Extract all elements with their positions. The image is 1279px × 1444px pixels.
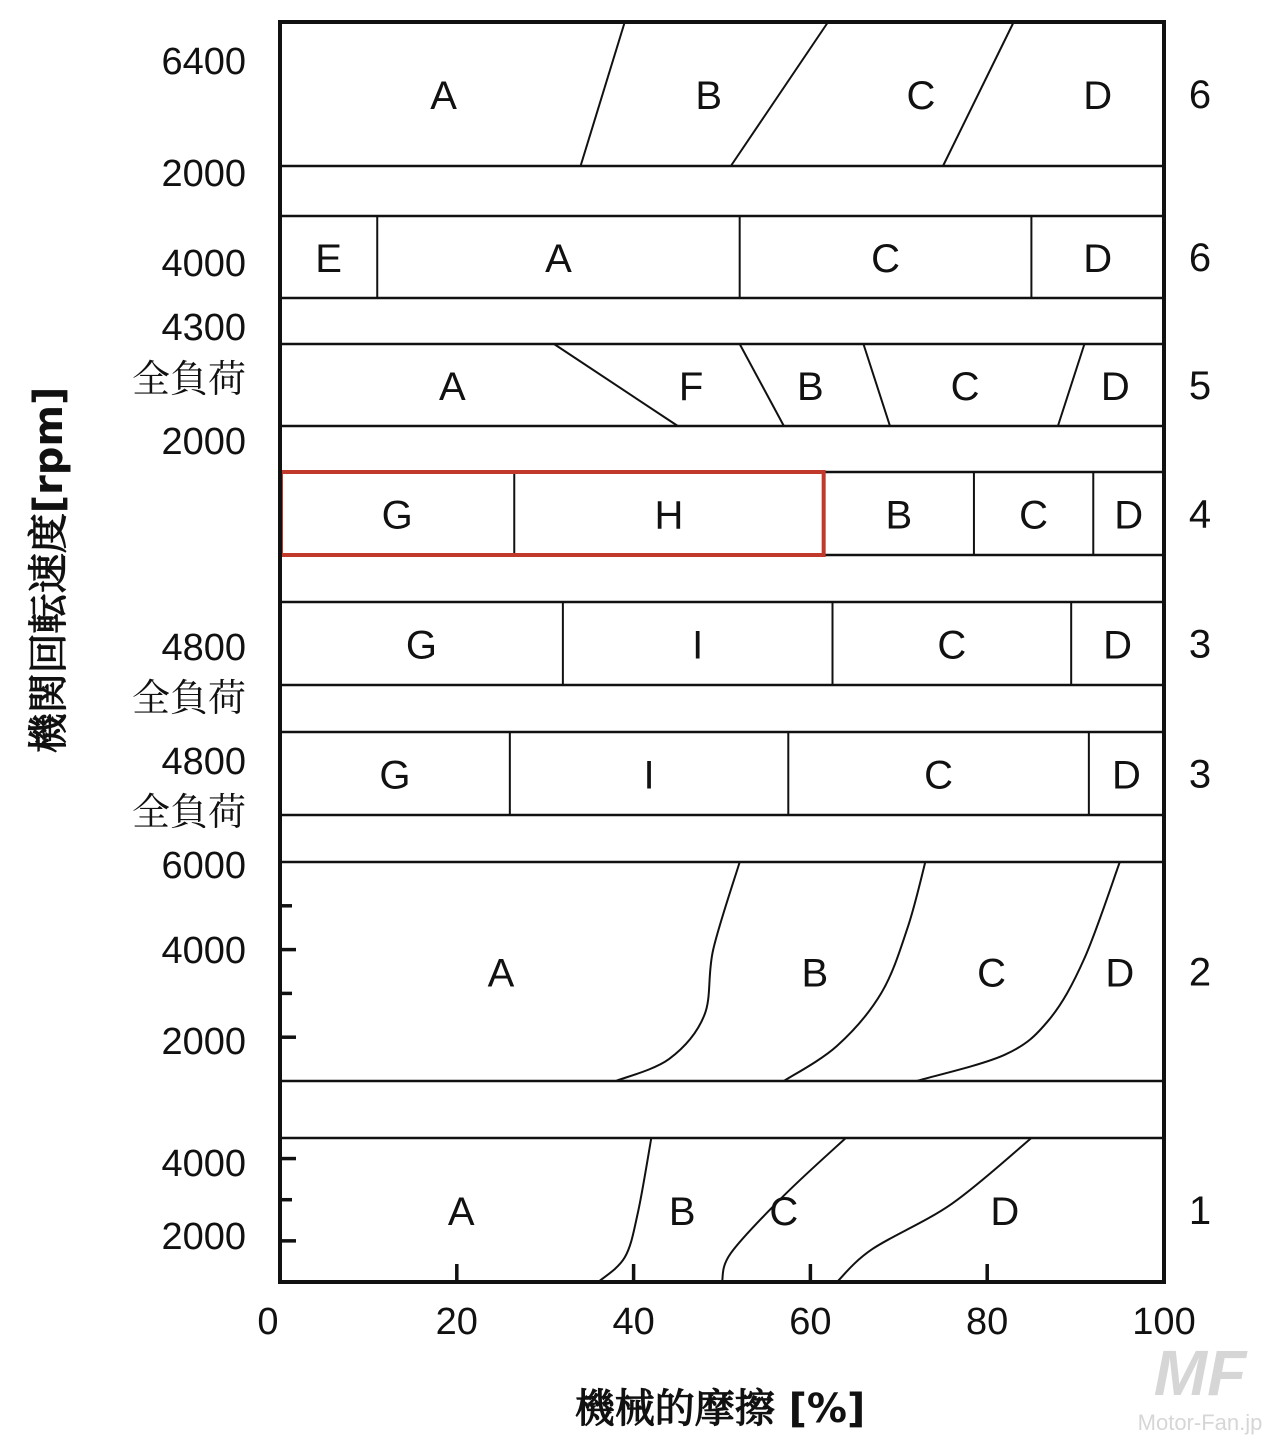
segment-divider: [1058, 344, 1085, 426]
segment-label: I: [643, 753, 655, 798]
y-tick-label: 4000: [161, 243, 246, 285]
x-tick-label: 100: [1132, 1301, 1196, 1343]
panel-7: [280, 862, 1164, 1081]
panel-1: [280, 22, 1164, 166]
segment-label: C: [769, 1190, 799, 1234]
y-tick-label: 全負荷: [131, 792, 246, 834]
x-tick-label: 60: [789, 1301, 832, 1343]
segment-label: G: [381, 493, 413, 538]
watermark-logo: MF: [1153, 1337, 1247, 1409]
row-number: 1: [1188, 1189, 1212, 1233]
x-axis-title: 機械的摩擦 [%]: [574, 1386, 866, 1432]
segment-label: I: [692, 623, 704, 668]
segment-label: D: [1083, 237, 1113, 281]
segment-divider: [731, 22, 828, 166]
y-tick-label: 4000: [161, 930, 246, 972]
y-tick-label: 6000: [161, 845, 246, 887]
segment-label: D: [1103, 623, 1133, 668]
y-axis-tick-labels: [132, 41, 246, 1258]
y-tick-label: 4800: [161, 741, 246, 783]
segment-label: D: [1083, 74, 1113, 118]
segment-label: D: [1105, 951, 1135, 996]
segment-label: D: [1114, 493, 1144, 538]
row-number: 3: [1188, 752, 1212, 797]
segment-label: C: [977, 951, 1007, 996]
panel-5: [280, 602, 1164, 685]
y-tick-label: 2000: [161, 153, 246, 195]
segment-label: C: [924, 753, 954, 798]
segment-label: A: [439, 365, 466, 409]
panel-6: [280, 732, 1164, 815]
row-number: 5: [1188, 364, 1212, 408]
y-tick-label: 4800: [161, 627, 246, 669]
watermark: [1138, 1337, 1263, 1435]
y-tick-label: 4000: [161, 1143, 246, 1185]
panels: [280, 22, 1164, 1282]
x-tick-label: 80: [966, 1301, 1009, 1343]
segment-label: B: [797, 365, 824, 409]
panel-8: [280, 1138, 1164, 1282]
segment-boundary-curve: [616, 862, 740, 1081]
segment-label: C: [1019, 493, 1049, 538]
x-tick-label: 40: [612, 1301, 655, 1343]
y-tick-label: 2000: [161, 1216, 246, 1258]
segment-label: A: [487, 951, 515, 996]
segment-label: A: [430, 74, 457, 118]
y-tick-label: 2000: [161, 1021, 246, 1063]
y-tick-label: 6400: [161, 41, 246, 83]
row-number: 2: [1188, 950, 1212, 995]
panel-3: [280, 344, 1164, 426]
segment-boundary-curve: [598, 1138, 651, 1282]
segment-label: G: [405, 623, 438, 668]
row-number: 6: [1188, 236, 1212, 280]
x-tick-label: 0: [257, 1301, 279, 1343]
x-tick-label: 20: [435, 1301, 478, 1343]
y-axis-title: 機関回転速度[rpm]: [26, 386, 72, 754]
row-number: 3: [1188, 622, 1212, 667]
segment-divider: [863, 344, 890, 426]
y-tick-label: 4300: [161, 307, 246, 349]
y-tick-label: 全負荷: [131, 678, 246, 720]
segment-label: G: [379, 753, 411, 798]
watermark-text: Motor-Fan.jp: [1137, 1410, 1263, 1435]
segment-label: F: [678, 365, 704, 409]
segment-label: D: [1100, 365, 1130, 409]
segment-divider: [740, 344, 784, 426]
x-axis: [257, 1264, 1195, 1343]
segment-label: D: [1111, 753, 1141, 798]
segment-label: H: [654, 493, 684, 538]
segment-label: C: [950, 365, 980, 409]
row-numbers: [1189, 73, 1211, 1233]
segment-label: B: [668, 1190, 696, 1234]
panel-4: [280, 472, 1164, 555]
segment-label: C: [906, 74, 936, 118]
y-tick-label: 2000: [161, 421, 246, 463]
highlight-box: [281, 472, 824, 555]
segment-label: C: [871, 237, 900, 281]
segment-divider: [554, 344, 678, 426]
segment-label: A: [447, 1190, 475, 1234]
segment-divider: [943, 22, 1014, 166]
segment-label: E: [315, 237, 342, 281]
y-tick-label: 全負荷: [131, 359, 246, 401]
segment-boundary-curve: [917, 862, 1120, 1081]
row-number: 6: [1188, 73, 1212, 117]
segment-label: B: [885, 493, 913, 538]
row-number: 4: [1188, 492, 1212, 537]
segment-label: A: [545, 237, 572, 281]
segment-divider: [581, 22, 625, 166]
segment-label: C: [937, 623, 967, 668]
segment-label: D: [990, 1190, 1020, 1234]
segment-label: B: [695, 74, 723, 118]
panel-2: [280, 216, 1164, 298]
segment-label: B: [801, 951, 829, 996]
